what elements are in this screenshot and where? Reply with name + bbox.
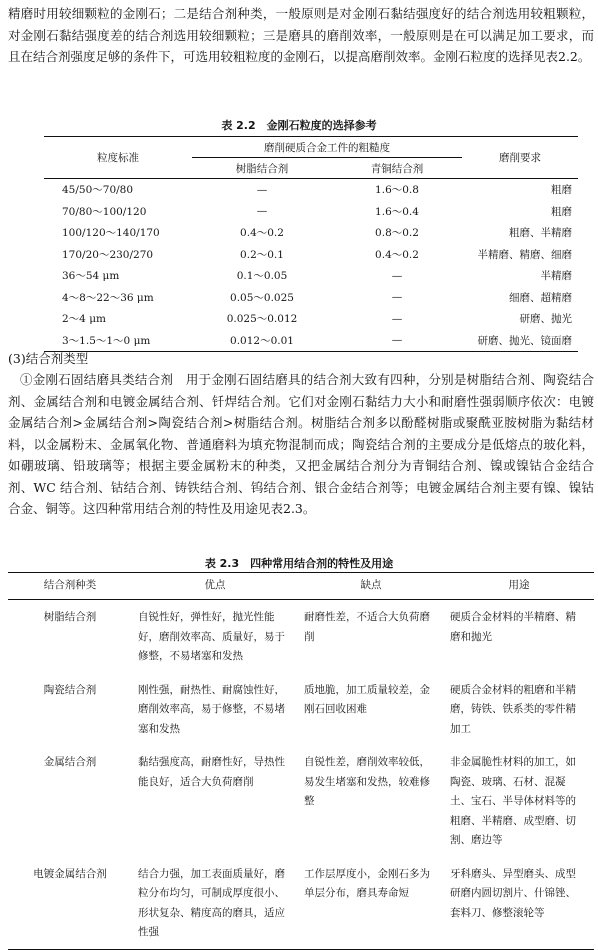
grade-cell: 45/50～70/80 — [62, 184, 134, 197]
bond-type-cell: 陶瓷结合剂 — [43, 683, 97, 696]
header-use: 用途 — [444, 573, 594, 600]
header-pros: 优点 — [132, 573, 298, 600]
pros-cell: 结合力强，加工表面质量好，磨粒分布均匀，可制成厚度很小、形状复杂、精度高的磨具，适应性强 — [132, 857, 298, 950]
resin-cell: 0.05～0.025 — [230, 291, 294, 304]
header-bronze: 青铜结合剂 — [332, 158, 462, 179]
resin-cell: — — [256, 183, 268, 196]
requirement-cell: 细磨、超精磨 — [509, 291, 572, 304]
requirement-cell: 粗磨 — [551, 184, 572, 197]
grade-cell: 100/120～140/170 — [62, 227, 160, 240]
table-row — [44, 201, 578, 223]
bronze-cell: 1.6～0.8 — [375, 184, 419, 197]
table-row — [8, 745, 594, 857]
header-type: 结合剂种类 — [8, 573, 132, 600]
pros-cell: 自锐性好，弹性好，抛光性能好，磨削效率高、质量好，易于修整，不易堵塞和发热 — [138, 611, 285, 662]
bronze-cell: — — [391, 291, 403, 304]
use-cell: 牙科磨头、异型磨头、成型研磨内圆切割片、什锦锉、套料刀、修整滚轮等 — [444, 857, 594, 950]
table-row — [44, 244, 578, 266]
table-row — [44, 179, 578, 201]
requirement-cell: 粗磨、半精磨 — [509, 227, 572, 240]
cons-cell: 耐磨性差，不适合大负荷磨削 — [304, 611, 430, 643]
bronze-cell: 0.4～0.2 — [375, 248, 419, 261]
intro-paragraph: 精磨时用较细颗粒的金刚石；二是结合剂种类，一般原则是对金刚石黏结强度好的结合剂选用较粗颗粒，对金刚石黏结强度差的结合剂选用较细颗粒；三是磨具的磨削效率，一般原则是在可以满足加工要求，而且在结合剂强度足够的条件下，可选用较粗粒度的金刚石，以提高磨削效率。金刚石粒度的选择见表2.2。 — [8, 6, 594, 64]
resin-cell: 0.012～0.01 — [192, 330, 332, 352]
resin-cell: — — [256, 205, 268, 218]
table-row — [44, 287, 578, 309]
bronze-cell: — — [391, 269, 403, 282]
table-2-2-caption: 表 2.2 金刚石粒度的选择参考 — [221, 119, 377, 132]
pros-cell: 黏结强度高，耐磨性好，导热性能良好，适合大负荷磨削 — [138, 756, 285, 788]
table-row — [44, 308, 578, 330]
table-row — [44, 222, 578, 244]
header-roughness-group: 磨削硬质合金工件的粗糙度 — [192, 137, 462, 158]
table-row — [8, 600, 594, 673]
resin-cell: 0.1～0.05 — [236, 270, 288, 283]
table-row — [8, 673, 594, 746]
section-heading: (3)结合剂类型 — [8, 351, 89, 366]
grade-cell: 36～54 μm — [62, 270, 120, 283]
requirement-cell: 研磨、抛光、镜面磨 — [462, 330, 578, 352]
requirement-cell: 研磨、抛光 — [519, 313, 572, 326]
bond-types-table — [8, 572, 594, 950]
bronze-cell: 1.6～0.4 — [375, 205, 419, 218]
cons-cell: 质地脆，加工质量较差，金刚石回收困难 — [304, 683, 430, 715]
requirement-cell: 粗磨 — [551, 205, 572, 218]
table-row — [44, 265, 578, 287]
bronze-cell: 0.8～0.2 — [375, 227, 419, 240]
header-requirement: 磨削要求 — [462, 137, 578, 179]
requirement-cell: 半精磨、精磨、细磨 — [477, 248, 572, 261]
grade-cell: 3～1.5～1～0 μm — [44, 330, 192, 352]
use-cell: 硬质合金材料的粗磨和半精磨，铸铁、铁系类的零件精加工 — [450, 683, 576, 735]
grade-cell: 2～4 μm — [62, 313, 106, 326]
use-cell: 非金属脆性材料的加工，如陶瓷、玻璃、石材、混凝土、宝石、半导体材料等的粗磨、半精磨、成型磨、切割、磨边等 — [450, 756, 576, 846]
grade-cell: 70/80～100/120 — [62, 205, 147, 218]
pros-cell: 刚性强，耐热性、耐腐蚀性好，磨削效率高，易于修整，不易堵塞和发热 — [138, 683, 285, 735]
bronze-cell: — — [391, 312, 403, 325]
bronze-cell: — — [332, 330, 462, 352]
bond-type-cell: 树脂结合剂 — [43, 611, 97, 623]
grade-cell: 4～8～22～36 μm — [62, 291, 154, 304]
grade-cell: 170/20～230/270 — [62, 248, 154, 261]
resin-cell: 0.2～0.1 — [240, 248, 284, 261]
cons-cell: 工作层厚度小，金刚石多为单层分布，磨具寿命短 — [298, 857, 444, 950]
cons-cell: 自锐性差，磨削效率较低，易发生堵塞和发热，较难修整 — [304, 756, 430, 807]
bond-type-cell: 电镀金属结合剂 — [8, 857, 132, 950]
header-grade: 粒度标准 — [44, 137, 192, 179]
requirement-cell: 半精磨 — [540, 270, 572, 283]
header-cons: 缺点 — [298, 573, 444, 600]
table-2-3-caption: 表 2.3 四种常用结合剂的特性及用途 — [204, 557, 394, 570]
header-resin: 树脂结合剂 — [192, 158, 332, 179]
section-paragraph: ①金刚石固结磨具类结合剂 用于金刚石固结磨具的结合剂大致有四种，分别是树脂结合剂、陶瓷结合剂、金属结合剂和电镀金属结合剂、钎焊结合剂。它们对金刚石黏结力大小和耐磨性强弱顺序依次：电镀金属结合剂>金属结合剂>陶瓷结合剂>树脂结合剂。树脂结合剂多以酚醛树脂或聚酰亚胺树脂为黏结材料，以金属粉末、金属氧化物、普通磨料为填充物混制而成；陶瓷结合剂的主要成分是低熔点的玻化料，如硼玻璃、铅玻璃等；根据主要金属粉末的种类，又把金属结合剂分为青铜结合剂、镍或镍钴合金结合剂、WC 结合剂、钴结合剂、铸铁结合剂、钨结合剂、银合金结合剂等；电镀金属结合剂主要有镍、镍钴合金、铜等。这四种常用结合剂的特性及用途见表2.3。 — [8, 372, 594, 516]
bond-type-cell: 金属结合剂 — [43, 756, 97, 768]
resin-cell: 0.025～0.012 — [226, 313, 298, 326]
use-cell: 硬质合金材料的半精磨、精磨和抛光 — [450, 611, 576, 643]
grit-selection-table — [44, 136, 578, 352]
resin-cell: 0.4～0.2 — [240, 227, 284, 240]
